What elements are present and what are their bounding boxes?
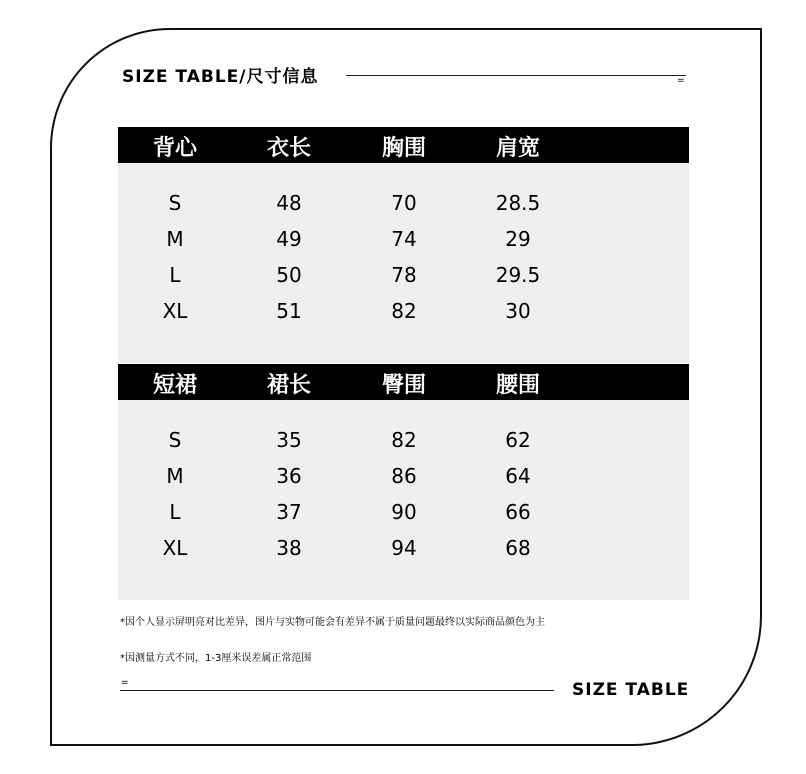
table-cell: 90 [391, 500, 417, 524]
table-cell: 78 [391, 263, 417, 287]
table-cell: XL [162, 299, 188, 323]
table-cell: 35 [276, 428, 302, 452]
table-cell: 37 [276, 500, 302, 524]
header-cell: 裙长 [266, 372, 311, 398]
table-cell: 70 [391, 191, 417, 215]
table-cell: 30 [505, 299, 531, 323]
footer-divider [120, 690, 554, 691]
bottom-size-table [118, 364, 689, 600]
table-row [118, 458, 689, 494]
table-cell: 51 [276, 299, 302, 323]
table-cell: 28.5 [495, 191, 541, 215]
table-cell: S [168, 191, 182, 215]
table-row [118, 293, 689, 329]
table-cell: 29.5 [495, 263, 541, 287]
table-cell: 68 [505, 536, 531, 560]
note-measurement-tolerance: *因测量方式不同，1-3厘米误差属正常范围 [120, 653, 312, 664]
note-display-difference: *因个人显示屏明亮对比差异，图片与实物可能会有差异不属于质量问题最终以实际商品颜色为主 [120, 617, 545, 628]
table-cell: 66 [505, 500, 531, 524]
table-cell: XL [162, 536, 188, 560]
table-cell: 74 [391, 227, 417, 251]
table-cell: L [169, 500, 181, 524]
table-row [118, 257, 689, 293]
header-cell: 腰围 [495, 372, 540, 398]
header-cell: 背心 [152, 135, 197, 161]
table-cell: S [168, 428, 182, 452]
table-cell: 94 [391, 536, 417, 560]
top-table-header [118, 127, 689, 163]
table-cell: M [166, 464, 184, 488]
header-cell: 胸围 [381, 135, 426, 161]
table-cell: 38 [276, 536, 302, 560]
table-cell: 29 [505, 227, 531, 251]
table-row [118, 185, 689, 221]
bottom-table-header [118, 364, 689, 400]
table-cell: 62 [505, 428, 531, 452]
top-size-table [118, 127, 689, 363]
table-cell: 50 [276, 263, 302, 287]
table-cell: L [169, 263, 181, 287]
table-cell: 48 [276, 191, 302, 215]
table-cell: 82 [391, 299, 417, 323]
table-cell: M [166, 227, 184, 251]
header-cell: 肩宽 [495, 135, 540, 161]
table-row [118, 530, 689, 566]
table-cell: 49 [276, 227, 302, 251]
table-cell: 86 [391, 464, 417, 488]
footer-title: SIZE TABLE [572, 680, 690, 700]
table-row [118, 494, 689, 530]
title-divider [346, 75, 686, 76]
table-cell: 82 [391, 428, 417, 452]
header-cell: 臀围 [381, 372, 426, 398]
header-cell: 短裙 [152, 372, 197, 398]
header-mark: = [677, 76, 685, 86]
page-title: SIZE TABLE/尺寸信息 [122, 67, 319, 87]
footer-mark: = [121, 678, 129, 688]
table-cell: 36 [276, 464, 302, 488]
table-row [118, 221, 689, 257]
table-row [118, 422, 689, 458]
header-cell: 衣长 [266, 135, 311, 161]
table-cell: 64 [505, 464, 531, 488]
